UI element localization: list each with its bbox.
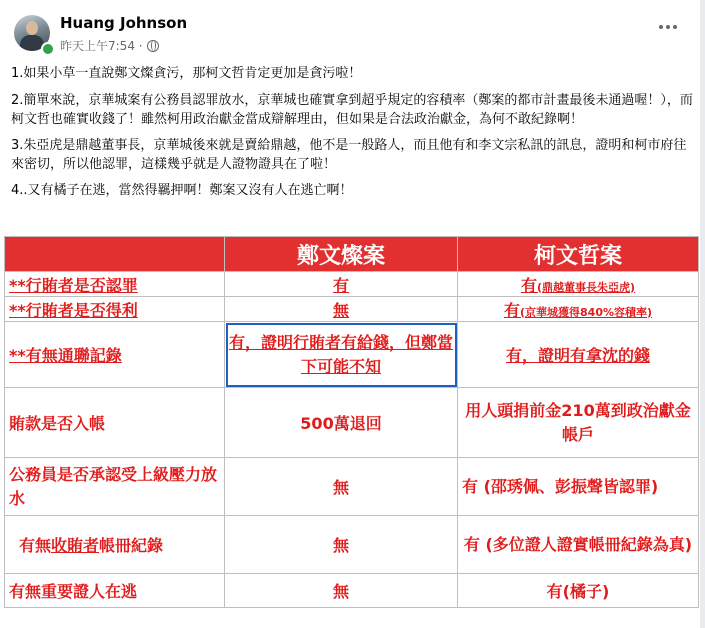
header-blank xyxy=(5,237,225,272)
row-ke-value: 有 (多位證人證實帳冊紀錄為真) xyxy=(458,516,699,574)
row-label: **行賄者是否認罪 xyxy=(5,272,225,297)
table-row xyxy=(5,574,699,608)
table-row xyxy=(5,458,699,516)
row-zheng-value: 無 xyxy=(225,297,458,322)
table-header-row xyxy=(5,237,699,272)
post-text xyxy=(11,64,693,207)
online-status-dot xyxy=(41,42,55,56)
row-label: 有無重要證人在逃 xyxy=(5,574,225,608)
post-timestamp[interactable]: 昨天上午7:54 · xyxy=(60,39,143,53)
post-paragraph-3: 3.朱亞虎是鼎越董事長，京華城後來就是賣給鼎越，他不是一般路人，而且他有和李文宗私訊的訊息，證明和柯市府往來密切，所以他認罪，這樣幾乎就是人證物證具在了啦！ xyxy=(11,138,687,172)
row-zheng-value: 無 xyxy=(225,574,458,608)
row-ke-value: 有，證明有拿沈的錢 xyxy=(458,322,699,388)
table-row xyxy=(5,388,699,458)
row-ke-value: 有(橘子) xyxy=(458,574,699,608)
post-paragraph-2: 2.簡單來說，京華城案有公務員認罪放水，京華城也確實拿到超乎規定的容積率（鄭案的都市計畫最後未通過喔！），而柯文哲也確實收錢了！雖然柯用政治獻金當成辯解理由，但如果是合法政治獻金，為何不敢紀錄啊！ xyxy=(11,93,693,127)
post-paragraph-4: 4..又有橘子在逃，當然得羈押啊！鄭案又沒有人在逃亡啊！ xyxy=(11,183,353,198)
table-row xyxy=(5,272,699,297)
row-zheng-value: 有 xyxy=(225,272,458,297)
header-ke-case: 柯文哲案 xyxy=(458,237,699,272)
comparison-table xyxy=(4,236,699,608)
table-row xyxy=(5,297,699,322)
comparison-table-image[interactable] xyxy=(4,236,698,624)
post-paragraph-1: 1.如果小草一直說鄭文燦貪污，那柯文哲肯定更加是貪污啦！ xyxy=(11,66,362,81)
row-label: 公務員是否承認受上級壓力放水 xyxy=(5,458,225,516)
header-zheng-case: 鄭文燦案 xyxy=(225,237,458,272)
row-label: 有無收賄者帳冊紀錄 xyxy=(5,516,225,574)
row-ke-value: 有 (邵琇佩、彭振聲皆認罪) xyxy=(458,458,699,516)
table-row xyxy=(5,322,699,388)
avatar-face xyxy=(26,21,38,35)
table-row xyxy=(5,516,699,574)
row-zheng-value: 無 xyxy=(225,458,458,516)
post-meta xyxy=(60,37,159,54)
author-name[interactable]: Huang Johnson xyxy=(60,14,188,32)
more-options-icon[interactable] xyxy=(656,20,680,34)
row-zheng-value: 500萬退回 xyxy=(225,388,458,458)
row-label: **有無通聯記錄 xyxy=(5,322,225,388)
row-ke-value: 用人頭捐前金210萬到政治獻金帳戶 xyxy=(458,388,699,458)
row-ke-value: 有(京華城獲得840%容積率) xyxy=(458,297,699,322)
row-label: **行賄者是否得利 xyxy=(5,297,225,322)
row-zheng-value: 有，證明行賄者有給錢，但鄭當下可能不知 xyxy=(225,322,458,388)
globe-icon xyxy=(147,40,159,52)
row-zheng-value: 無 xyxy=(225,516,458,574)
row-ke-value: 有(鼎越董事長朱亞虎) xyxy=(458,272,699,297)
row-label: 賄款是否入帳 xyxy=(5,388,225,458)
